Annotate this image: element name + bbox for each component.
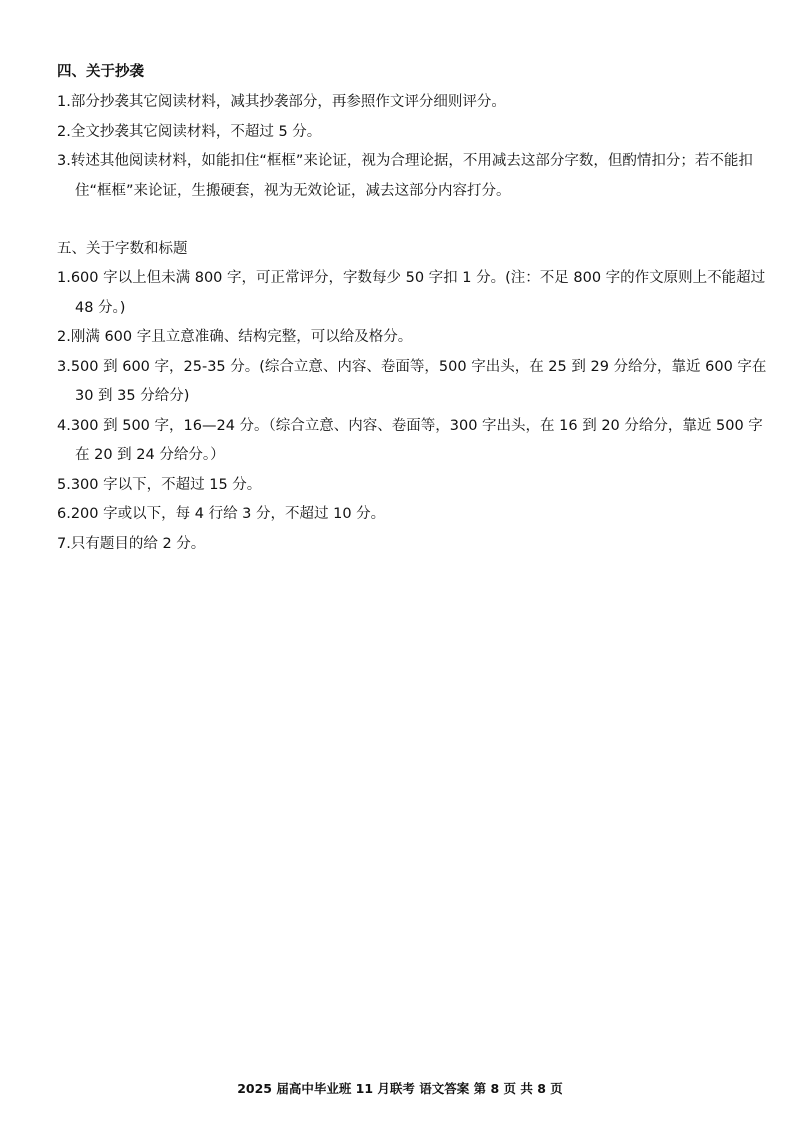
section-heading: 五、关于字数和标题 — [57, 241, 188, 257]
list-item: 2.全文抄袭其它阅读材料，不超过 5 分。 — [57, 123, 322, 140]
section-heading: 四、关于抄袭 — [57, 64, 144, 80]
section-word-count — [57, 237, 769, 559]
section-spacer — [57, 206, 769, 237]
list-item: 1.600 字以上但未满 800 字，可正常评分，字数每少 50 字扣 1 分。(注：不足 800 字的作文原则上不能超过 48 分。) — [57, 270, 766, 316]
list-item: 2.刚满 600 字且立意准确、结构完整，可以给及格分。 — [57, 329, 413, 345]
list-item: 3.500 到 600 字，25-35 分。(综合立意、内容、卷面等，500 字出头，在 25 到 29 分给分，靠近 600 字在 30 到 35 分给分) — [57, 358, 767, 404]
list-item: 3.转述其他阅读材料，如能扣住“框框”来论证，视为合理论据，不用减去这部分字数，但酌情扣分；若不能扣住“框框”来论证，生搬硬套，视为无效论证，减去这部分内容打分。 — [57, 153, 753, 199]
section-plagiarism — [57, 60, 769, 206]
list-item: 6.200 字或以下，每 4 行给 3 分，不超过 10 分。 — [57, 506, 386, 522]
document-content — [57, 60, 769, 559]
list-item: 1.部分抄袭其它阅读材料，减其抄袭部分，再参照作文评分细则评分。 — [57, 94, 506, 110]
list-item: 7.只有题目的给 2 分。 — [57, 535, 206, 552]
list-item: 5.300 字以下，不超过 15 分。 — [57, 476, 262, 493]
page-footer: 2025 届高中毕业班 11 月联考 语文答案 第 8 页 共 8 页 — [237, 1081, 563, 1096]
list-item: 4.300 到 500 字，16—24 分。（综合立意、内容、卷面等，300 字出头，在 16 到 20 分给分，靠近 500 字在 20 到 24 分给分。） — [57, 417, 763, 463]
